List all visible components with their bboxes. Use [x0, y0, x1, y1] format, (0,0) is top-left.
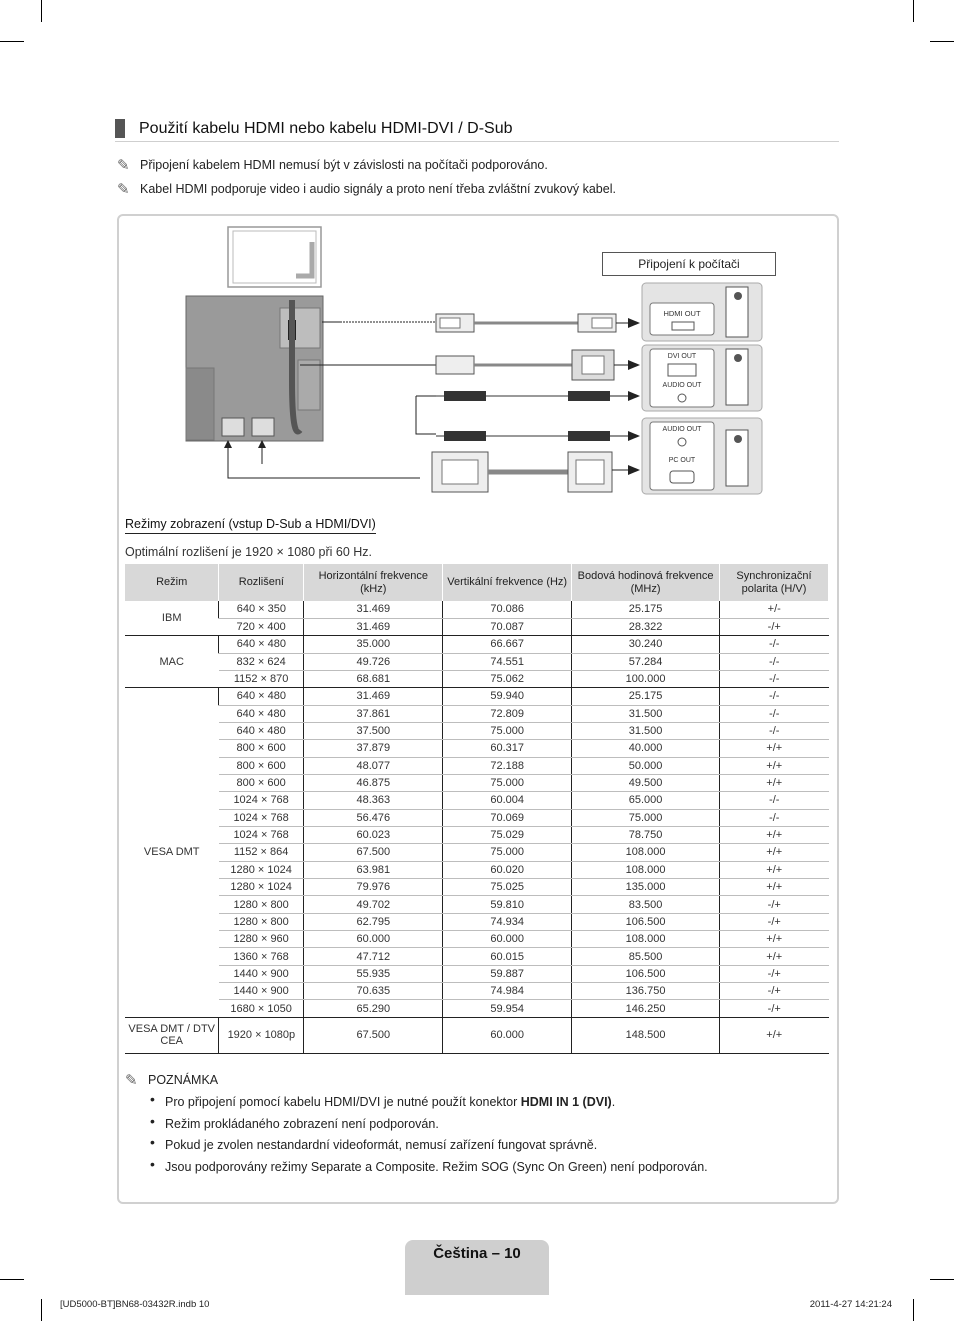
table-cell: 108.000	[572, 844, 720, 861]
list-item: • Režim prokládaného zobrazení není podporován.	[150, 1116, 708, 1138]
table-cell: 1024 × 768	[219, 826, 304, 843]
pc-dvi-panel	[642, 345, 762, 411]
table-cell: 70.069	[443, 809, 572, 826]
audio-cable	[436, 431, 610, 441]
table-cell: 1280 × 800	[219, 896, 304, 913]
table-cell: 59.954	[443, 1000, 572, 1017]
table-cell: 832 × 624	[219, 653, 304, 670]
table-cell: 60.000	[443, 1017, 572, 1053]
note-list	[150, 1094, 708, 1180]
col-header: Bodová hodinová frekvence (MHz)	[572, 564, 720, 601]
table-cell: 25.175	[572, 688, 720, 705]
audio-cable	[436, 391, 610, 401]
table-cell: 60.023	[304, 826, 443, 843]
table-cell: 640 × 350	[219, 601, 304, 618]
table-cell: 1024 × 768	[219, 792, 304, 809]
section-title: Použití kabelu HDMI nebo kabelu HDMI-DVI / D-Sub	[139, 119, 513, 137]
table-cell: 135.000	[572, 879, 720, 896]
table-cell: 136.750	[572, 983, 720, 1000]
hdmi-cable	[436, 314, 616, 332]
table-cell: 1024 × 768	[219, 809, 304, 826]
table-cell: 25.175	[572, 601, 720, 618]
table-cell: 31.469	[304, 688, 443, 705]
table-cell: -/+	[719, 965, 828, 982]
table-cell: 640 × 480	[219, 688, 304, 705]
table-cell: 800 × 600	[219, 757, 304, 774]
mode-cell: MAC	[125, 636, 219, 688]
dsub-cable	[432, 452, 612, 492]
table-cell: 108.000	[572, 931, 720, 948]
optimal-resolution: Optimální rozlišení je 1920 × 1080 při 60 Hz.	[125, 545, 373, 559]
audio-out-label: AUDIO OUT	[662, 382, 702, 389]
table-cell: +/+	[719, 774, 828, 791]
table-cell: 60.004	[443, 792, 572, 809]
table-cell: +/+	[719, 740, 828, 757]
table-cell: 75.000	[443, 844, 572, 861]
table-cell: 1680 × 1050	[219, 1000, 304, 1017]
table-row	[125, 670, 829, 687]
dvi-cable	[436, 350, 614, 380]
table-cell: 106.500	[572, 913, 720, 930]
intro-note-text: Připojení kabelem HDMI nemusí být v závislosti na počítači podporováno.	[140, 158, 548, 172]
pc-connection-label: Připojení k počítači	[602, 252, 776, 276]
table-cell: 79.976	[304, 879, 443, 896]
table-cell: 74.934	[443, 913, 572, 930]
table-cell: 106.500	[572, 965, 720, 982]
pc-out-label: PC OUT	[668, 457, 696, 464]
footer-file: [UD5000-BT]BN68-03432R.indb 10	[60, 1299, 210, 1310]
col-header: Synchronizační polarita (H/V)	[719, 564, 828, 601]
table-row	[125, 896, 829, 913]
table-cell: 78.750	[572, 826, 720, 843]
table-cell: 60.000	[443, 931, 572, 948]
table-cell: -/-	[719, 688, 828, 705]
pencil-icon: ✎	[125, 1072, 138, 1089]
table-cell: 48.077	[304, 757, 443, 774]
table-cell: 59.940	[443, 688, 572, 705]
table-cell: -/-	[719, 670, 828, 687]
table-cell: 72.188	[443, 757, 572, 774]
table-cell: 62.795	[304, 913, 443, 930]
table-row	[125, 1017, 829, 1053]
table-cell: 100.000	[572, 670, 720, 687]
table-row	[125, 913, 829, 930]
table-cell: 37.500	[304, 722, 443, 739]
display-modes-table	[125, 564, 829, 1054]
pencil-icon: ✎	[117, 181, 130, 198]
crop-mark	[930, 1279, 954, 1280]
table-cell: 1280 × 960	[219, 931, 304, 948]
table-cell: 30.240	[572, 636, 720, 653]
table-cell: 75.000	[443, 722, 572, 739]
pc-hdmi-panel	[642, 283, 762, 341]
table-cell: 70.086	[443, 601, 572, 618]
table-cell: +/+	[719, 879, 828, 896]
col-header: Vertikální frekvence (Hz)	[443, 564, 572, 601]
table-cell: 55.935	[304, 965, 443, 982]
table-cell: 46.875	[304, 774, 443, 791]
table-cell: +/-	[719, 601, 828, 618]
table-cell: 57.284	[572, 653, 720, 670]
table-cell: +/+	[719, 1017, 828, 1053]
table-cell: 59.887	[443, 965, 572, 982]
hdmi-out-label: HDMI OUT	[663, 309, 701, 318]
crop-mark	[913, 1299, 914, 1321]
pencil-icon: ✎	[117, 157, 130, 174]
table-cell: 31.500	[572, 705, 720, 722]
table-cell: -/+	[719, 896, 828, 913]
table-cell: 75.000	[443, 774, 572, 791]
table-row	[125, 1000, 829, 1017]
table-cell: +/+	[719, 757, 828, 774]
table-cell: 75.029	[443, 826, 572, 843]
list-item: • Pokud je zvolen nestandardní videoformát, nemusí zařízení fungovat správně.	[150, 1137, 708, 1159]
table-cell: 1280 × 1024	[219, 861, 304, 878]
table-cell: +/+	[719, 948, 828, 965]
table-cell: 800 × 600	[219, 740, 304, 757]
table-cell: 85.500	[572, 948, 720, 965]
table-header-row	[125, 564, 829, 601]
table-row	[125, 688, 829, 705]
table-cell: 640 × 480	[219, 705, 304, 722]
table-cell: 40.000	[572, 740, 720, 757]
note-heading	[125, 1071, 218, 1089]
table-cell: 31.469	[304, 601, 443, 618]
table-row	[125, 740, 829, 757]
table-row	[125, 826, 829, 843]
table-cell: 67.500	[304, 844, 443, 861]
table-cell: 75.025	[443, 879, 572, 896]
table-row	[125, 965, 829, 982]
table-cell: 35.000	[304, 636, 443, 653]
page-number: Čeština – 10	[433, 1245, 521, 1262]
table-cell: 68.681	[304, 670, 443, 687]
table-cell: 65.000	[572, 792, 720, 809]
table-cell: -/+	[719, 983, 828, 1000]
table-cell: 1280 × 800	[219, 913, 304, 930]
table-cell: 66.667	[443, 636, 572, 653]
table-cell: -/+	[719, 1000, 828, 1017]
table-cell: 83.500	[572, 896, 720, 913]
table-cell: 1920 × 1080p	[219, 1017, 304, 1053]
table-cell: 28.322	[572, 618, 720, 635]
table-cell: 67.500	[304, 1017, 443, 1053]
table-cell: 49.500	[572, 774, 720, 791]
list-item: • Jsou podporovány režimy Separate a Composite. Režim SOG (Sync On Green) není podporován.	[150, 1159, 708, 1181]
table-cell: 60.015	[443, 948, 572, 965]
table-row	[125, 983, 829, 1000]
table-row	[125, 861, 829, 878]
table-cell: -/-	[719, 792, 828, 809]
intro-note-text: Kabel HDMI podporuje video i audio signály a proto není třeba zvláštní zvukový kabel.	[140, 182, 616, 196]
table-cell: 640 × 480	[219, 636, 304, 653]
table-cell: 74.984	[443, 983, 572, 1000]
table-cell: 65.290	[304, 1000, 443, 1017]
table-cell: 60.317	[443, 740, 572, 757]
pc-dsub-panel	[642, 418, 762, 494]
table-cell: 56.476	[304, 809, 443, 826]
table-cell: +/+	[719, 826, 828, 843]
table-cell: 148.500	[572, 1017, 720, 1053]
table-row	[125, 809, 829, 826]
table-cell: 47.712	[304, 948, 443, 965]
table-cell: 72.809	[443, 705, 572, 722]
table-row	[125, 844, 829, 861]
table-cell: 1152 × 870	[219, 670, 304, 687]
table-cell: 70.635	[304, 983, 443, 1000]
table-row	[125, 792, 829, 809]
table-cell: 63.981	[304, 861, 443, 878]
page-number-tab	[405, 1240, 549, 1295]
table-cell: 70.087	[443, 618, 572, 635]
table-cell: 720 × 400	[219, 618, 304, 635]
table-cell: -/-	[719, 722, 828, 739]
mode-cell: VESA DMT	[125, 688, 219, 1018]
table-cell: 49.702	[304, 896, 443, 913]
footer-timestamp: 2011-4-27 14:21:24	[809, 1299, 892, 1310]
table-cell: 1280 × 1024	[219, 879, 304, 896]
table-row	[125, 757, 829, 774]
list-item: • Pro připojení pomocí kabelu HDMI/DVI je nutné použít konektor HDMI IN 1 (DVI).	[150, 1094, 708, 1116]
table-cell: 49.726	[304, 653, 443, 670]
table-cell: 640 × 480	[219, 722, 304, 739]
crop-mark	[41, 1299, 42, 1321]
table-cell: 37.879	[304, 740, 443, 757]
crop-mark	[0, 1279, 24, 1280]
table-cell: 1440 × 900	[219, 965, 304, 982]
col-header: Rozlišení	[219, 564, 304, 601]
table-row	[125, 618, 829, 635]
table-cell: 800 × 600	[219, 774, 304, 791]
table-cell: 60.020	[443, 861, 572, 878]
table-cell: 60.000	[304, 931, 443, 948]
table-cell: 146.250	[572, 1000, 720, 1017]
table-cell: 50.000	[572, 757, 720, 774]
table-row	[125, 722, 829, 739]
table-cell: 108.000	[572, 861, 720, 878]
mode-cell: IBM	[125, 601, 219, 636]
mode-cell: VESA DMT / DTV CEA	[125, 1017, 219, 1053]
table-cell: +/+	[719, 861, 828, 878]
table-cell: 37.861	[304, 705, 443, 722]
table-row	[125, 636, 829, 653]
modes-heading: Režimy zobrazení (vstup D-Sub a HDMI/DVI)	[125, 517, 376, 534]
dvi-out-label: DVI OUT	[667, 353, 697, 360]
table-cell: 1360 × 768	[219, 948, 304, 965]
table-cell: 1152 × 864	[219, 844, 304, 861]
table-cell: 31.469	[304, 618, 443, 635]
table-cell: +/+	[719, 931, 828, 948]
tv-back-panel	[186, 296, 323, 441]
col-header: Horizontální frekvence (kHz)	[304, 564, 443, 601]
table-cell: -/-	[719, 653, 828, 670]
connection-diagram	[0, 0, 954, 510]
table-cell: -/-	[719, 705, 828, 722]
table-cell: 75.000	[572, 809, 720, 826]
table-cell: 31.500	[572, 722, 720, 739]
table-row	[125, 601, 829, 618]
table-cell: -/-	[719, 809, 828, 826]
table-cell: 48.363	[304, 792, 443, 809]
table-row	[125, 879, 829, 896]
col-header: Režim	[125, 564, 219, 601]
table-cell: +/+	[719, 844, 828, 861]
table-row	[125, 774, 829, 791]
audio-out-label: AUDIO OUT	[662, 426, 702, 433]
table-row	[125, 705, 829, 722]
table-row	[125, 653, 829, 670]
table-cell: -/+	[719, 913, 828, 930]
table-row	[125, 948, 829, 965]
table-cell: 59.810	[443, 896, 572, 913]
table-cell: -/-	[719, 636, 828, 653]
table-row	[125, 931, 829, 948]
table-cell: 75.062	[443, 670, 572, 687]
note-title: POZNÁMKA	[148, 1073, 219, 1087]
table-cell: -/+	[719, 618, 828, 635]
tv-front-icon	[228, 227, 321, 287]
table-cell: 1440 × 900	[219, 983, 304, 1000]
table-cell: 74.551	[443, 653, 572, 670]
